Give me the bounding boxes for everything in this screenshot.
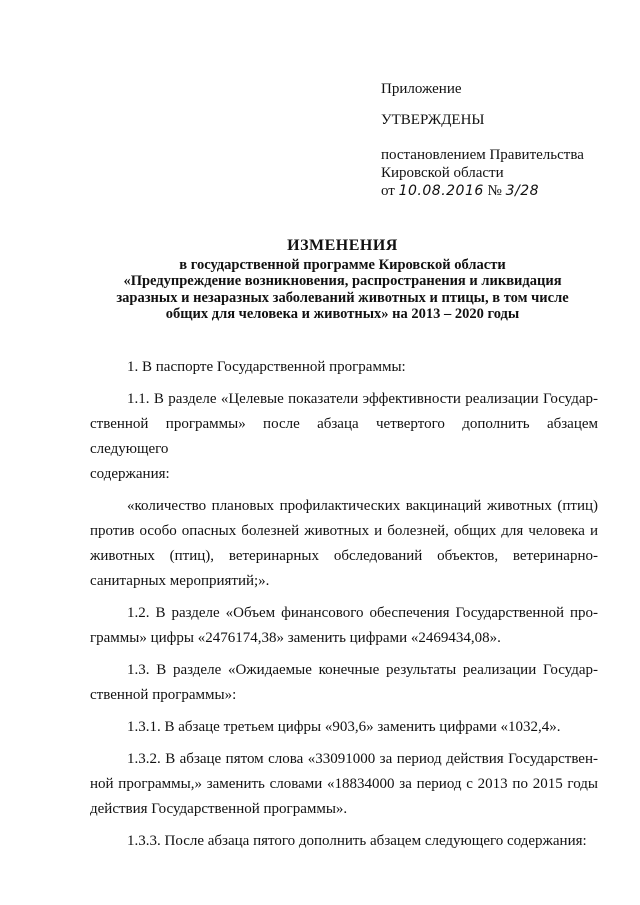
- number-prefix: №: [487, 183, 502, 199]
- paragraph-line: животных (птиц), ветеринарных обследований объектов, ветеринарно-: [90, 548, 598, 564]
- paragraph-1-3-2: [90, 747, 598, 822]
- approved-label: УТВЕРЖДЕНЫ: [381, 112, 485, 128]
- approval-block: [381, 80, 621, 200]
- paragraph-line: ной программы,» заменить словами «18834000 за период с 2013 по 2015 годы: [90, 776, 598, 792]
- heading-line-3: заразных и незаразных заболеваний животных и птицы, в том числе: [116, 289, 569, 306]
- heading-title: ИЗМЕНЕНИЯ: [287, 237, 398, 254]
- date-prefix: от: [381, 183, 395, 199]
- paragraph-line: содержания:: [90, 466, 170, 482]
- paragraph-line: против особо опасных болезней животных и болезней, общих для человека и: [90, 523, 598, 539]
- heading-line-1: в государственной программе Кировской области: [179, 256, 506, 273]
- paragraph-line: ственной программы» после абзаца четвертого дополнить абзацем следующего: [90, 416, 598, 457]
- paragraph-line: ственной программы»:: [90, 687, 237, 703]
- decree-date-line: [381, 182, 621, 200]
- paragraph-line: 1.2. В разделе «Объем финансового обеспечения Государственной про-: [127, 605, 598, 621]
- paragraph-1-3: [90, 658, 598, 708]
- document-heading: [70, 238, 615, 323]
- paragraph-line: 1.1. В разделе «Целевые показатели эффективности реализации Государ-: [127, 391, 598, 407]
- heading-line-2: «Предупреждение возникновения, распространения и ликвидация: [123, 273, 562, 289]
- paragraph-1-2: [90, 601, 598, 651]
- paragraph-line: 1. В паспорте Государственной программы:: [127, 359, 406, 375]
- paragraph-line: 1.3.2. В абзаце пятом слова «33091000 за период действия Государствен-: [127, 751, 598, 767]
- paragraph-1: [90, 355, 598, 380]
- paragraph-line: 1.3.3. После абзаца пятого дополнить абзацем следующего содержания:: [127, 833, 587, 849]
- paragraph-line: 1.3. В разделе «Ожидаемые конечные результаты реализации Государ-: [127, 662, 598, 678]
- handwritten-date: 10.08.2016: [398, 183, 484, 199]
- paragraph-1-3-1: [90, 715, 598, 740]
- paragraph-1-3-3: [90, 829, 598, 854]
- paragraph-1-1: [90, 387, 598, 487]
- paragraph-line: «количество плановых профилактических вакцинаций животных (птиц): [127, 498, 598, 514]
- paragraph-line: санитарных мероприятий;».: [90, 573, 270, 589]
- paragraph-line: 1.3.1. В абзаце третьем цифры «903,6» заменить цифрами «1032,4».: [127, 719, 561, 735]
- decree-line-2: Кировской области: [381, 165, 504, 181]
- handwritten-number: 3/28: [505, 183, 540, 199]
- decree-line-1: постановлением Правительства: [381, 147, 584, 163]
- heading-line-4: общих для человека и животных» на 2013 – 2020 годы: [165, 306, 520, 322]
- appendix-label: Приложение: [381, 81, 462, 97]
- paragraph-line: граммы» цифры «2476174,38» заменить цифрами «2469434,08».: [90, 630, 501, 646]
- document-body: [90, 355, 598, 861]
- paragraph-line: действия Государственной программы».: [90, 801, 348, 817]
- quoted-paragraph: [90, 494, 598, 594]
